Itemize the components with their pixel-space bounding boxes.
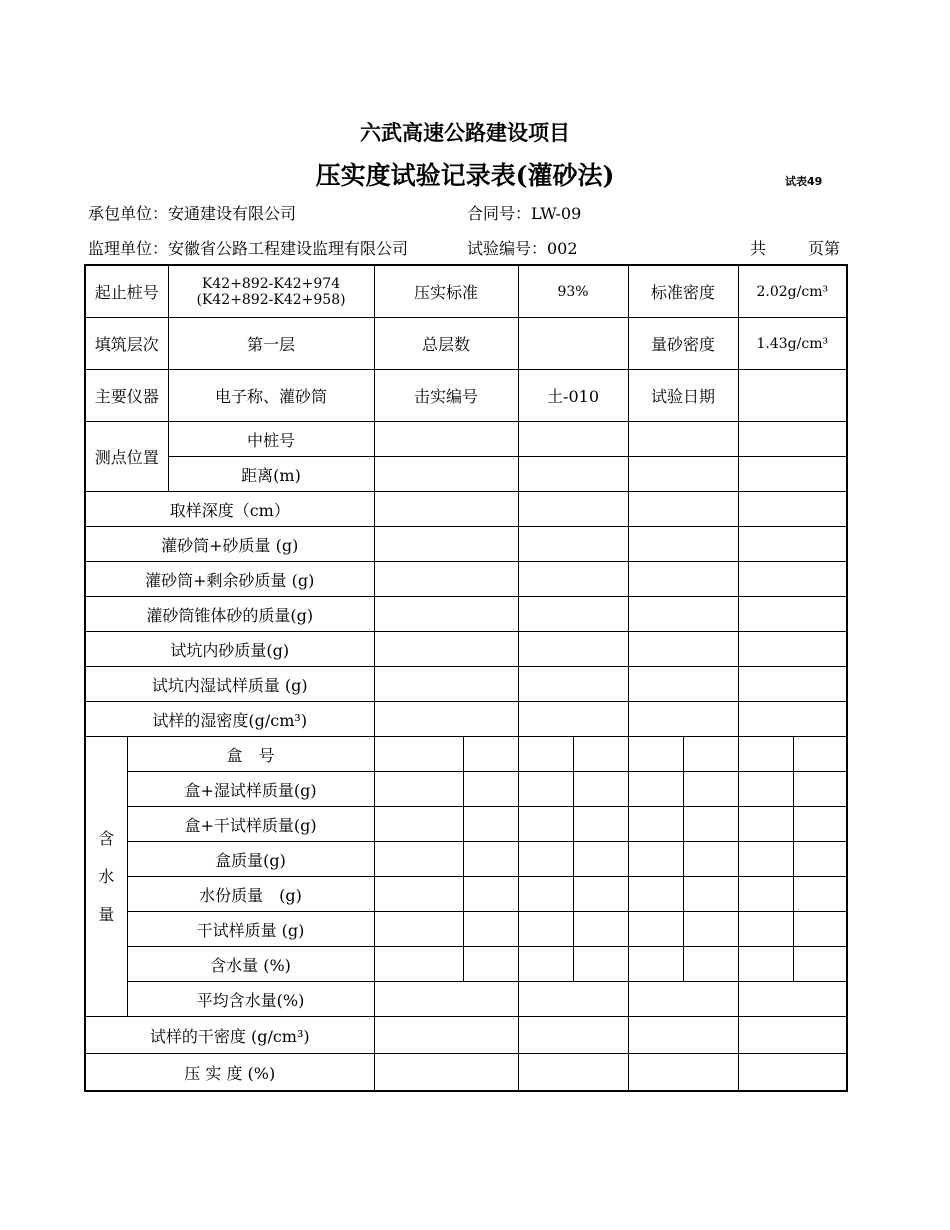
data-cell[interactable] [628,457,738,492]
cone-remaining-sand-label: 灌砂筒+剩余砂质量 (g) [85,562,374,597]
compaction-standard-label: 压实标准 [374,265,518,318]
data-cell[interactable] [573,947,628,982]
data-cell[interactable] [374,772,463,807]
form-title: 压实度试验记录表(灌砂法) [315,161,615,190]
table-row [85,1054,847,1092]
data-cell[interactable] [374,492,518,527]
moisture-content-label: 含水量 (%) [127,947,374,982]
data-cell[interactable] [793,842,847,877]
data-cell[interactable] [628,1054,738,1092]
table-row [85,422,847,457]
distance-label: 距离(m) [168,457,374,492]
data-cell[interactable] [738,562,847,597]
data-cell[interactable] [628,842,683,877]
data-cell[interactable] [463,842,518,877]
data-cell[interactable] [518,597,628,632]
moisture-group-label [85,737,127,1017]
data-cell[interactable] [518,1017,628,1054]
wet-density-label: 试样的湿密度(g/cm³) [85,702,374,737]
compactor-number-label: 击实编号 [374,370,518,422]
table-row [85,318,847,370]
data-cell[interactable] [793,912,847,947]
data-cell[interactable] [518,807,573,842]
data-cell[interactable] [374,737,463,772]
data-cell[interactable] [628,702,738,737]
data-cell[interactable] [738,772,793,807]
data-cell[interactable] [628,982,738,1017]
test-date-value[interactable] [738,370,847,422]
data-cell[interactable] [738,632,847,667]
data-cell[interactable] [573,842,628,877]
data-cell[interactable] [738,912,793,947]
data-cell[interactable] [683,842,738,877]
data-cell[interactable] [628,597,738,632]
data-cell[interactable] [628,772,683,807]
data-cell[interactable] [683,877,738,912]
cone-body-sand-label: 灌砂筒锥体砂的质量(g) [85,597,374,632]
data-cell[interactable] [628,912,683,947]
data-cell[interactable] [683,772,738,807]
data-cell[interactable] [463,807,518,842]
table-row [85,807,847,842]
table-row [85,982,847,1017]
supervisor-info: 监理单位：安徽省公路工程建设监理有限公司 [88,239,409,258]
pit-wet-sample-label: 试坑内湿试样质量 (g) [85,667,374,702]
data-cell[interactable] [518,632,628,667]
data-cell[interactable] [738,457,847,492]
center-stake-label: 中桩号 [168,422,374,457]
table-row [85,772,847,807]
sample-depth-label: 取样深度（cm） [85,492,374,527]
data-cell[interactable] [518,702,628,737]
total-layers-value[interactable] [518,318,628,370]
data-cell[interactable] [683,912,738,947]
data-cell[interactable] [518,492,628,527]
data-cell[interactable] [518,982,628,1017]
data-cell[interactable] [374,527,518,562]
data-cell[interactable] [793,737,847,772]
station-value-cell[interactable] [168,265,374,318]
data-cell[interactable] [683,737,738,772]
data-cell[interactable] [518,527,628,562]
sand-density-label: 量砂密度 [628,318,738,370]
station-value-line2: (K42+892-K42+958) [196,291,346,308]
moisture-char-2: 水 [98,866,115,886]
data-cell[interactable] [738,877,793,912]
contractor-info: 承包单位：安通建设有限公司 [88,204,297,223]
data-cell[interactable] [463,947,518,982]
cone-sand-mass-label: 灌砂筒+砂质量 (g) [85,527,374,562]
data-cell[interactable] [793,877,847,912]
table-row [85,457,847,492]
data-cell[interactable] [793,947,847,982]
test-date-label: 试验日期 [628,370,738,422]
data-cell[interactable] [628,1017,738,1054]
table-row [85,265,847,318]
table-row [85,667,847,702]
moisture-char-1: 含 [98,828,115,848]
data-cell[interactable] [573,877,628,912]
data-cell[interactable] [374,842,463,877]
table-row [85,632,847,667]
data-cell[interactable] [738,597,847,632]
data-cell[interactable] [518,947,573,982]
compaction-standard-value[interactable]: 93% [518,265,628,318]
pit-sand-mass-label: 试坑内砂质量(g) [85,632,374,667]
average-moisture-label: 平均含水量(%) [127,982,374,1017]
data-cell[interactable] [628,737,683,772]
page-number-label: 页第 [808,239,841,258]
data-cell[interactable] [573,807,628,842]
data-cell[interactable] [738,527,847,562]
data-cell[interactable] [793,807,847,842]
data-cell[interactable] [738,842,793,877]
box-wet-sample-label: 盒+湿试样质量(g) [127,772,374,807]
data-cell[interactable] [518,912,573,947]
table-row [85,562,847,597]
table-row [85,842,847,877]
table-row [85,1017,847,1054]
data-cell[interactable] [374,667,518,702]
table-row [85,737,847,772]
form-number: 试表49 [785,175,823,188]
data-cell[interactable] [628,877,683,912]
data-cell[interactable] [374,877,463,912]
table-row [85,597,847,632]
data-cell[interactable] [463,737,518,772]
data-cell[interactable] [738,737,793,772]
data-cell[interactable] [738,1017,847,1054]
data-cell[interactable] [374,632,518,667]
dry-density-label: 试样的干密度 (g/cm³) [85,1017,374,1054]
data-cell[interactable] [628,492,738,527]
compactor-number-value[interactable]: 土-010 [518,370,628,422]
data-cell[interactable] [374,422,518,457]
data-cell[interactable] [573,737,628,772]
instrument-label: 主要仪器 [85,370,168,422]
data-cell[interactable] [628,527,738,562]
data-cell[interactable] [738,422,847,457]
compaction-degree-label: 压 实 度 (%) [85,1054,374,1092]
data-cell[interactable] [518,842,573,877]
data-cell[interactable] [463,772,518,807]
data-cell[interactable] [374,947,463,982]
data-cell[interactable] [738,667,847,702]
data-cell[interactable] [573,772,628,807]
table-row [85,370,847,422]
data-cell[interactable] [573,912,628,947]
data-cell[interactable] [374,597,518,632]
box-dry-sample-label: 盒+干试样质量(g) [127,807,374,842]
data-cell[interactable] [374,807,463,842]
project-title: 六武高速公路建设项目 [360,120,570,145]
data-cell[interactable] [738,947,793,982]
compaction-record-table [84,264,848,1092]
data-cell[interactable] [518,772,573,807]
instrument-value[interactable]: 电子称、灌砂筒 [168,370,374,422]
table-row [85,527,847,562]
data-cell[interactable] [738,1054,847,1092]
data-cell[interactable] [628,422,738,457]
pages-total-label: 共 [750,239,767,258]
data-cell[interactable] [738,807,793,842]
box-mass-label: 盒质量(g) [127,842,374,877]
table-row [85,947,847,982]
dry-sample-mass-label: 干试样质量 (g) [127,912,374,947]
table-row [85,877,847,912]
data-cell[interactable] [463,877,518,912]
data-cell[interactable] [738,702,847,737]
total-layers-label: 总层数 [374,318,518,370]
data-cell[interactable] [628,807,683,842]
box-number-label: 盒 号 [127,737,374,772]
data-cell[interactable] [738,492,847,527]
water-mass-label: 水份质量 (g) [127,877,374,912]
data-cell[interactable] [683,947,738,982]
data-cell[interactable] [628,632,738,667]
data-cell[interactable] [374,562,518,597]
station-value-line1: K42+892-K42+974 [201,275,341,292]
data-cell[interactable] [518,737,573,772]
data-cell[interactable] [518,1054,628,1092]
data-cell[interactable] [374,702,518,737]
data-cell[interactable] [374,912,463,947]
data-cell[interactable] [518,877,573,912]
table-row [85,702,847,737]
sand-density-value[interactable]: 1.43g/cm³ [738,318,847,370]
data-cell[interactable] [518,457,628,492]
data-cell[interactable] [518,562,628,597]
data-cell[interactable] [374,1054,518,1092]
table-row [85,912,847,947]
point-location-label: 测点位置 [85,422,168,492]
data-cell[interactable] [628,562,738,597]
contract-number: 合同号：LW-09 [467,204,582,223]
data-cell[interactable] [793,772,847,807]
data-cell[interactable] [518,667,628,702]
layer-label: 填筑层次 [85,318,168,370]
data-cell[interactable] [518,422,628,457]
standard-density-label: 标准密度 [628,265,738,318]
data-cell[interactable] [374,982,518,1017]
layer-value[interactable]: 第一层 [168,318,374,370]
standard-density-value[interactable]: 2.02g/cm³ [738,265,847,318]
moisture-char-3: 量 [98,904,115,924]
data-cell[interactable] [683,807,738,842]
data-cell[interactable] [628,947,683,982]
data-cell[interactable] [374,1017,518,1054]
data-cell[interactable] [374,457,518,492]
data-cell[interactable] [628,667,738,702]
station-label: 起止桩号 [85,265,168,318]
test-number: 试验编号：002 [467,239,578,258]
table-row [85,492,847,527]
data-cell[interactable] [463,912,518,947]
data-cell[interactable] [738,982,847,1017]
